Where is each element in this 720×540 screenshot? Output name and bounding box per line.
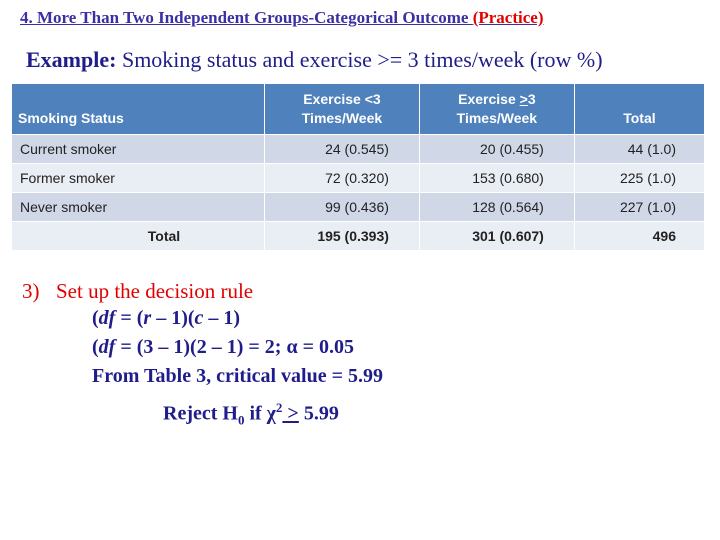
- df-formula-end: – 1): [203, 307, 241, 329]
- r-symbol: r: [143, 307, 152, 329]
- cell-total: 225 (1.0): [574, 164, 704, 193]
- df-symbol: df: [98, 336, 116, 358]
- table-header-row: [12, 84, 704, 135]
- cell-ex-ge3: 128 (0.564): [419, 193, 574, 222]
- c-symbol: c: [194, 307, 204, 329]
- df-symbol: df: [98, 307, 116, 329]
- cell-ex-lt3: 72 (0.320): [265, 164, 420, 193]
- reject-rule: [163, 400, 339, 429]
- contingency-table: [12, 84, 704, 250]
- chi-superscript: 2: [275, 400, 283, 415]
- practice-label: (Practice): [472, 8, 544, 27]
- reject-value: 5.99: [298, 402, 339, 425]
- df-formula-mid: – 1)(: [151, 307, 195, 329]
- total-ex-ge3: 301 (0.607): [419, 222, 574, 251]
- df-formula-open: (: [92, 307, 99, 329]
- table-row: [12, 135, 704, 164]
- df-computation-rest: = (3 – 1)(2 – 1) = 2; α = 0.05: [115, 336, 354, 358]
- step-heading: [22, 279, 253, 304]
- header-exercise-lt3-line1: Exercise <3: [303, 91, 381, 107]
- reject-mid: if χ: [244, 402, 276, 425]
- cell-total: 227 (1.0): [574, 193, 704, 222]
- header-exercise-lt3: [265, 84, 420, 135]
- row-label: Former smoker: [12, 164, 265, 193]
- header-exercise-ge3: [419, 84, 574, 135]
- h-subscript: 0: [237, 412, 245, 428]
- header-total: Total: [574, 84, 704, 135]
- df-computation-open: (: [92, 336, 99, 358]
- cell-ex-lt3: 99 (0.436): [265, 193, 420, 222]
- example-label: Example:: [26, 47, 117, 72]
- example-text: Smoking status and exercise >= 3 times/week (row %): [116, 47, 603, 72]
- critical-value-line: From Table 3, critical value = 5.99: [92, 365, 384, 387]
- header-exercise-ge3-num: 3: [527, 91, 536, 107]
- df-computation: [92, 336, 354, 359]
- table-row: [12, 164, 704, 193]
- example-line: [26, 47, 603, 73]
- cell-ex-ge3: 20 (0.455): [419, 135, 574, 164]
- df-formula: [92, 307, 240, 330]
- row-label: Current smoker: [12, 135, 265, 164]
- total-ex-lt3: 195 (0.393): [265, 222, 420, 251]
- slide-title: [20, 8, 544, 28]
- ge-symbol: >: [282, 402, 299, 425]
- df-formula-eq: = (: [115, 307, 144, 329]
- step-number: 3): [22, 279, 40, 303]
- row-label: Never smoker: [12, 193, 265, 222]
- header-smoking-status: Smoking Status: [12, 84, 265, 135]
- slide-title-main: 4. More Than Two Independent Groups-Categorical Outcome: [20, 8, 473, 27]
- cell-total: 44 (1.0): [574, 135, 704, 164]
- header-exercise-ge3-line2: Times/Week: [456, 110, 538, 126]
- grand-total: 496: [574, 222, 704, 251]
- table-row: [12, 193, 704, 222]
- reject-prefix: Reject H: [163, 402, 238, 425]
- header-ge-symbol: >: [519, 91, 528, 107]
- table-total-row: [12, 222, 704, 251]
- total-row-label: Total: [12, 222, 265, 251]
- step-text: Set up the decision rule: [56, 279, 254, 303]
- header-exercise-ge3-prefix: Exercise: [458, 91, 520, 107]
- header-exercise-lt3-line2: Times/Week: [301, 110, 383, 126]
- cell-ex-ge3: 153 (0.680): [419, 164, 574, 193]
- cell-ex-lt3: 24 (0.545): [265, 135, 420, 164]
